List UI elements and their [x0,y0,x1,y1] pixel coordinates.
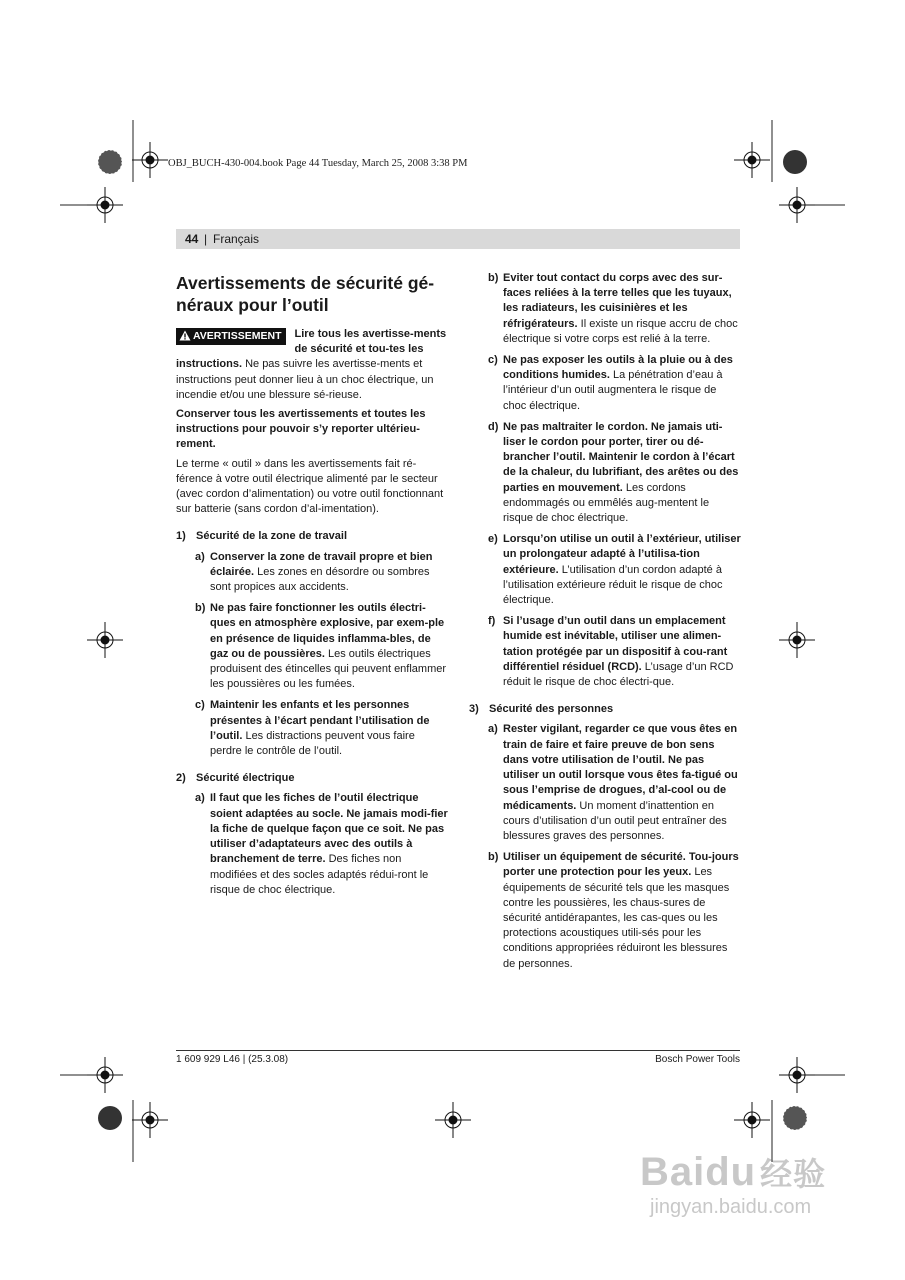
section-title: Sécurité électrique [196,772,295,785]
footer-rule [176,1050,740,1051]
footer-doc-number: 1 609 929 L46 | (25.3.08) [176,1054,289,1065]
item-bold: Il faut que les fiches de l’outil électrique soient adaptées au socle. Ne jamais modi-fier la fiche de quelque façon que ce soit. Ne pas utiliser d’adaptateurs avec des outils à branchement de terre. [210,792,448,866]
list-item [469,532,741,608]
watermark-logo [640,1150,826,1196]
intro-bold: Lire tous les avertisse-ments de sécurité et tou-tes les instructions. [176,328,447,371]
warning-badge-label: AVERTISSEMENT [193,330,282,342]
header-language: Français [213,232,260,246]
item-bold: Eviter tout contact du corps avec des sur-faces reliées à la terre telles que les tuyaux, les radiateurs, les cuisinières et les réfrigérateurs. [503,272,732,330]
item-text: L’usage d’un RCD réduit le risque de choc électri-que. [503,660,734,689]
list-item [176,791,448,897]
item-text: Des fiches non modifiées et des socles adaptés rédui-ront le risque de choc électrique. [210,853,429,896]
watermark-brand: Baidu [640,1150,757,1194]
page-number: 44 [185,232,199,246]
item-label: b) [488,851,499,864]
page-header [176,229,740,249]
item-text: Un moment d’inattention en cours d’utilisation d’un outil peut entraîner des blessures graves des personnes. [503,799,727,842]
print-info: OBJ_BUCH-430-004.book Page 44 Tuesday, March 25, 2008 3:38 PM [168,158,468,169]
section-title: Sécurité des personnes [489,703,614,716]
item-label: a) [195,550,205,563]
section-number: 1) [176,530,186,543]
list-item [469,614,741,690]
item-text: Les outils électriques produisent des étincelles qui peuvent enflammer les poussières ou les fumées. [210,647,447,691]
right-column [469,271,741,978]
item-bold: Si l’usage d’un outil dans un emplacement humide est inévitable, utiliser une alimen-tation protégée par un dispositif à cou-rant différentiel résiduel (RCD). [503,615,728,673]
item-bold: Maintenir les enfants et les personnes présentes à l’écart pendant l’utilisation de l’outil. [210,699,430,742]
item-label: d) [488,420,499,433]
list-item [469,722,741,844]
page-title: Avertissements de sécurité gé-néraux pour l’outil [176,273,435,315]
list-item [469,420,741,526]
watermark [640,1150,826,1219]
left-column [176,272,448,904]
header-separator: | [204,232,208,246]
warning-intro [176,327,448,403]
item-text: Les cordons endommagés ou emmêlés aug-mentent le risque de choc électrique. [503,481,710,525]
item-label: e) [488,533,498,546]
list-item [176,698,448,759]
keep-instructions: Conserver tous les avertissements et toutes les instructions pour pouvoir s’y reporter ultérieu-rement. [176,408,426,451]
item-text: Les équipements de sécurité tels que les masques contre les poussières, les chaus-sures de sécurité antidérapantes, les cas-ques ou les protections acoustiques utili-sés pour les conditions appropriées réduiront les blessures de personnes. [503,866,730,970]
item-bold: Ne pas exposer les outils à la pluie ou à des conditions humides. [503,354,733,382]
item-text: La pénétration d’eau à l’intérieur d’un outil augmentera le risque de choc électrique. [503,369,723,412]
item-bold: Conserver la zone de travail propre et bien éclairée. [210,550,433,578]
item-bold: Utiliser un équipement de sécurité. Tou-jours porter une protection pour les yeux. [503,851,739,879]
section-3-heading [469,702,741,717]
list-item [469,271,741,347]
item-label: c) [488,354,498,367]
item-label: f) [488,615,496,628]
item-label: c) [195,699,205,712]
list-item [469,850,741,972]
list-item [176,550,448,596]
section-1-heading [176,529,448,544]
section-title: Sécurité de la zone de travail [196,530,348,543]
section-number: 2) [176,772,186,785]
section-2-heading [176,771,448,786]
item-bold: Lorsqu’on utilise un outil à l’extérieur, utiliser un prolongateur adapté à l’utilisa-tion extérieure. [503,533,741,576]
warning-triangle-icon [179,330,191,341]
list-item [176,601,448,692]
item-bold: Rester vigilant, regarder ce que vous êtes en train de faire et faire preuve de bon sens dans votre utilisation de l’outil. Ne pas utiliser un outil lorsque vous êtes fa-tigué ou sous l’emprise de drogues, d’al-cool ou de médicaments. [503,723,738,812]
footer-brand: Bosch Power Tools [655,1054,740,1065]
item-text: Les distractions peuvent vous faire perdre le contrôle de l’outil. [210,729,415,758]
item-label: b) [488,272,499,284]
watermark-url: jingyan.baidu.com [650,1196,812,1218]
item-bold: Ne pas faire fonctionner les outils électri-ques en atmosphère explosive, par exem-ple en présence de liquides inflamma-bles, de gaz ou de poussières. [210,602,445,660]
item-label: a) [195,792,205,805]
section-number: 3) [469,703,479,716]
watermark-cn: 经验 [760,1156,827,1192]
item-bold: Ne pas maltraiter le cordon. Ne jamais uti-liser le cordon pour porter, tirer ou dé-brancher l’outil. Maintenir le cordon à l’écart de la chaleur, du lubrifiant, des arêtes ou des parties en mouvement. [503,420,739,494]
item-text: L’utilisation d’un cordon adapté à l’utilisation extérieure réduit le risque de choc électrique. [503,563,723,607]
intro-text: Ne pas suivre les avertisse-ments et instructions peut donner lieu à un choc électrique, un incendie et/ou une blessure sé-rieuse. [176,358,434,401]
tool-definition: Le terme « outil » dans les avertissements fait ré-férence à votre outil électrique alimenté par le secteur (avec cordon d’alimentation) ou votre outil fonctionnant sur batterie (sans cordon d’al-imentation). [176,457,444,516]
item-label: a) [488,723,498,736]
list-item [469,353,741,414]
warning-badge [176,328,286,345]
item-label: b) [195,602,206,615]
item-text: Il existe un risque accru de choc électrique si votre corps est relié à la terre. [503,317,738,345]
item-text: Les zones en désordre ou sombres sont propices aux accidents. [210,565,430,594]
